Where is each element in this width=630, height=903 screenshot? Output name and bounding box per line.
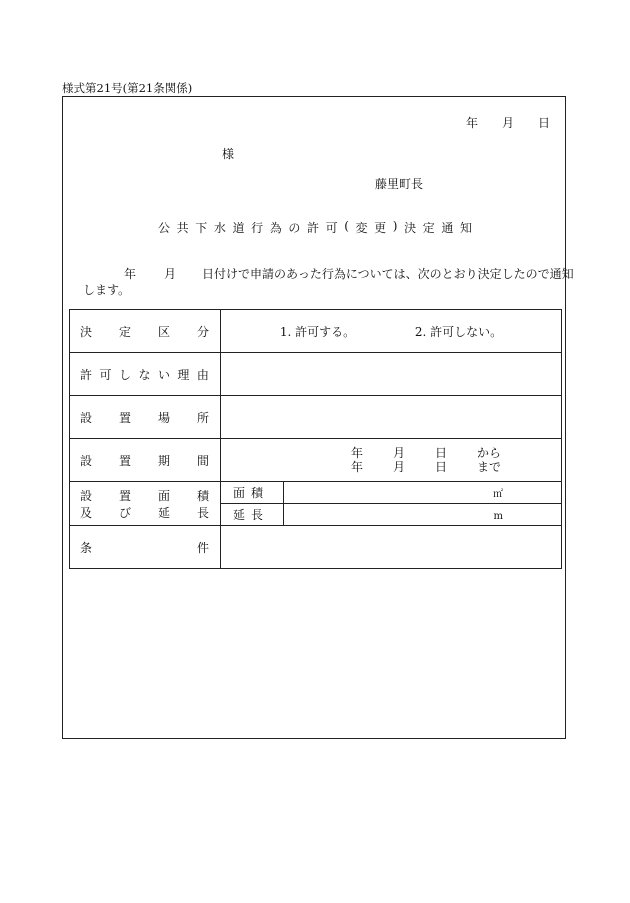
title-char: の <box>288 221 301 235</box>
issuer-name: 藤里町長 <box>375 177 424 191</box>
form-number-label: 様式第21号(第21条関係) <box>62 81 193 95</box>
area-row <box>70 482 562 504</box>
title-char: 定 <box>422 221 435 235</box>
body-text-line2: します。 <box>83 283 131 297</box>
reason-label-cell <box>70 353 221 396</box>
place-label: 設 置 場 所 <box>80 410 209 425</box>
title-char: 可 <box>325 221 338 235</box>
decision-options-cell[interactable] <box>221 310 562 353</box>
addressee-honorific: 様 <box>222 147 235 161</box>
decision-table <box>69 309 562 569</box>
place-row <box>70 396 562 439</box>
title-char: 公 <box>158 221 171 235</box>
date-month: 月 <box>501 116 514 130</box>
period-to: 年 月 日 まで <box>351 460 501 474</box>
period-dates <box>351 446 501 474</box>
title-char: 許 <box>307 221 320 235</box>
conditions-label: 条 件 <box>80 540 209 555</box>
title-char: 更 <box>374 221 387 235</box>
reason-value-cell[interactable] <box>221 353 562 396</box>
body-text-line1 <box>124 265 574 282</box>
title-char: 下 <box>195 221 208 235</box>
place-value-cell[interactable] <box>221 396 562 439</box>
conditions-row <box>70 526 562 569</box>
date-year: 年 <box>466 116 479 130</box>
place-label-cell <box>70 396 221 439</box>
option-deny[interactable]: 2. 許可しない。 <box>414 324 503 339</box>
title-char: 為 <box>269 221 282 235</box>
decision-row <box>70 310 562 353</box>
title-char: 水 <box>213 221 226 235</box>
period-value-cell[interactable] <box>221 439 562 482</box>
title-char: 行 <box>251 221 264 235</box>
area-label-cell <box>70 482 221 526</box>
length-sub-label: 延 長 <box>233 508 263 522</box>
document-title <box>158 219 472 236</box>
date-day: 日 <box>537 116 550 130</box>
length-sub-label-cell <box>221 504 284 526</box>
title-char: 知 <box>459 221 472 235</box>
title-char: ( <box>344 219 349 233</box>
reason-label: 許 可 し な い 理 由 <box>80 367 209 382</box>
conditions-label-cell <box>70 526 221 569</box>
period-from: 年 月 日 から <box>351 446 501 460</box>
area-label-line1: 設 置 面 積 <box>80 488 209 503</box>
conditions-value-cell[interactable] <box>221 526 562 569</box>
decision-label-cell <box>70 310 221 353</box>
length-value-cell[interactable] <box>284 504 562 526</box>
area-label-line2: 及 び 延 長 <box>80 505 209 520</box>
title-char: 通 <box>441 221 454 235</box>
period-row <box>70 439 562 482</box>
body-month: 月 <box>164 267 177 281</box>
title-char: 変 <box>355 221 368 235</box>
period-label: 設 置 期 間 <box>80 453 209 468</box>
body-text: 日付けで申請のあった行為については、次のとおり決定したので通知 <box>202 267 574 281</box>
area-sub-label: 面 積 <box>233 486 263 500</box>
date-line <box>466 114 550 131</box>
title-char: 決 <box>404 221 417 235</box>
title-char: ) <box>392 219 398 233</box>
area-unit: ㎡ <box>493 489 503 500</box>
decision-label: 決 定 区 分 <box>80 324 209 339</box>
period-label-cell <box>70 439 221 482</box>
reason-row <box>70 353 562 396</box>
length-unit: m <box>493 510 503 522</box>
title-char: 道 <box>232 221 245 235</box>
title-char: 共 <box>176 221 189 235</box>
area-value-cell[interactable] <box>284 482 562 504</box>
body-year: 年 <box>124 267 137 281</box>
option-permit[interactable]: 1. 許可する。 <box>279 324 356 339</box>
area-sub-label-cell <box>221 482 284 504</box>
